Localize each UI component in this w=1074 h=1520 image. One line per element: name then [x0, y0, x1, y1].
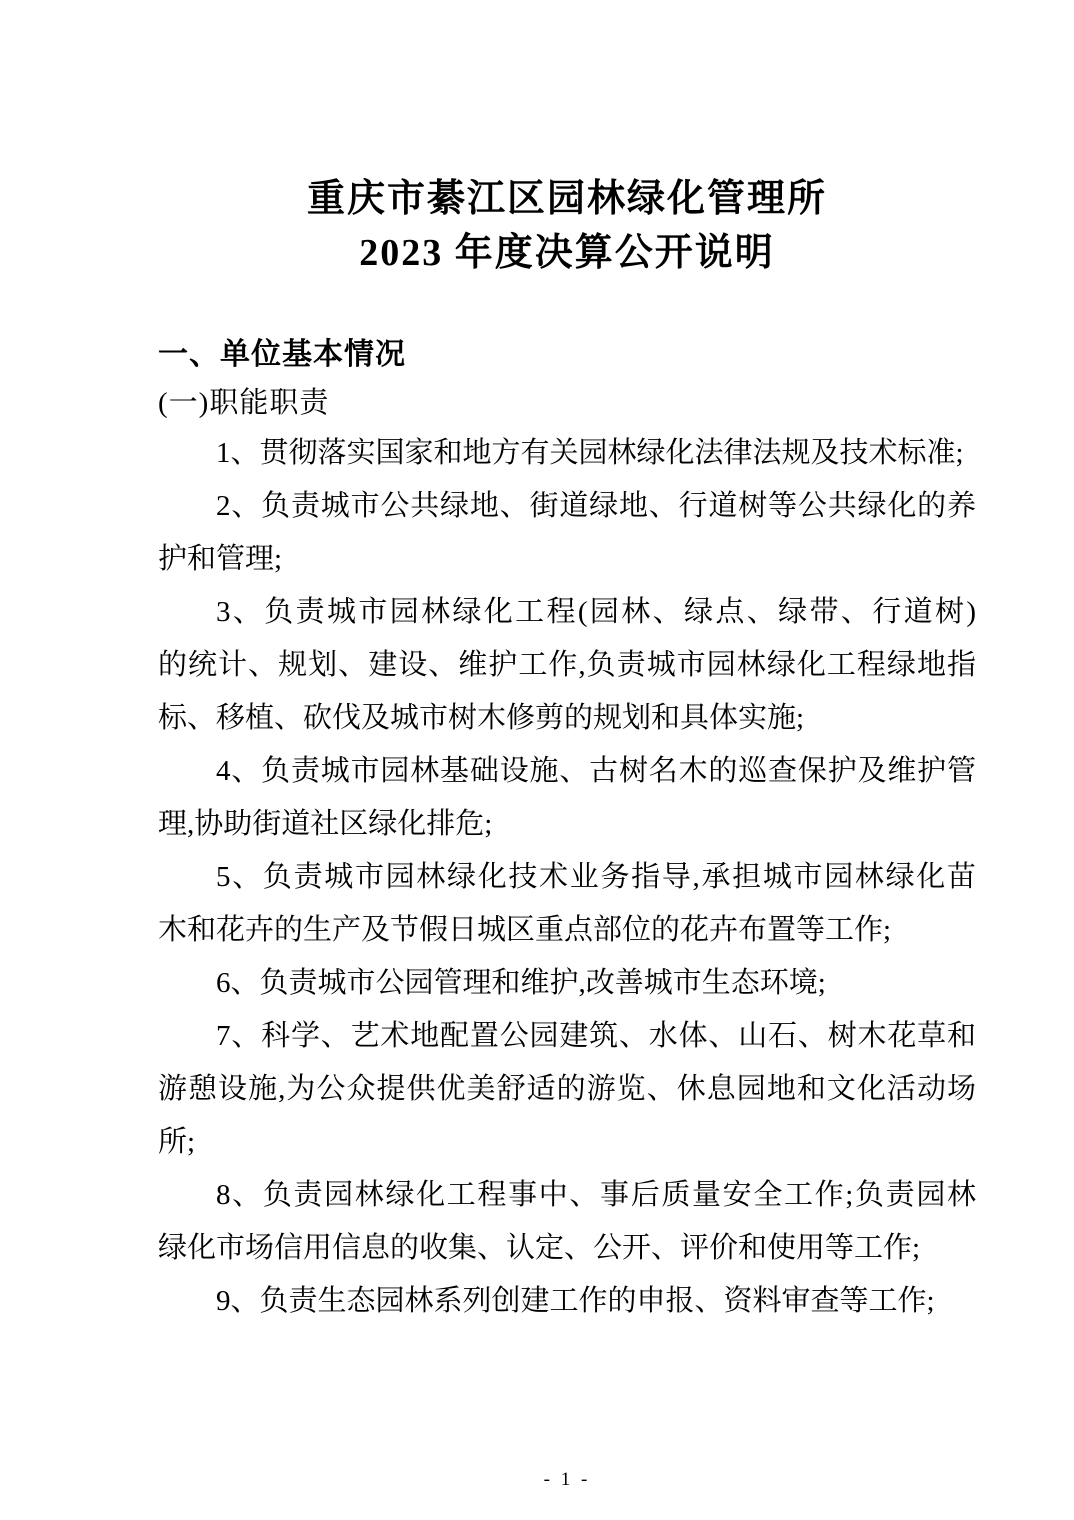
- paragraph-3: [158, 586, 976, 745]
- text-line: 2、负责城市公共绿地、街道绿地、行道树等公共绿化的养: [216, 490, 976, 522]
- document-title: [158, 172, 976, 280]
- section-heading-basic-info: 一、单位基本情况: [158, 338, 406, 371]
- text-line: 8、负责园林绿化工程事中、事后质量安全工作;负责园林: [216, 1179, 976, 1211]
- text-line: 4、负责城市园林基础设施、古树名木的巡查保护及维护管: [216, 755, 976, 787]
- text-line: 绿化市场信用信息的收集、认定、公开、评价和使用等工作;: [158, 1232, 921, 1264]
- paragraph-1: [158, 427, 976, 480]
- text-line: 9、负责生态园林系列创建工作的申报、资料审查等工作;: [216, 1285, 935, 1317]
- paragraph-2: [158, 480, 976, 586]
- page-number: - 1 -: [543, 1469, 591, 1490]
- text-line: 7、科学、艺术地配置公园建筑、水体、山石、树木花草和: [216, 1020, 976, 1052]
- text-line: 5、负责城市园林绿化技术业务指导,承担城市园林绿化苗: [216, 861, 976, 893]
- text-line: 3、负责城市园林绿化工程(园林、绿点、绿带、行道树): [216, 596, 976, 628]
- paragraph-5: [158, 851, 976, 957]
- text-line: 1、贯彻落实国家和地方有关园林绿化法律法规及技术标准;: [216, 437, 964, 469]
- text-line: 所;: [158, 1126, 196, 1158]
- paragraph-9: [158, 1275, 976, 1328]
- document-title-line-2: 2023 年度决算公开说明: [359, 232, 775, 274]
- text-line: 游憩设施,为公众提供优美舒适的游览、休息园地和文化活动场: [158, 1073, 976, 1105]
- body-text: [158, 427, 976, 1328]
- text-line: 6、负责城市公园管理和维护,改善城市生态环境;: [216, 967, 826, 999]
- subsection-heading-duties: (一)职能职责: [158, 387, 330, 419]
- paragraph-7: [158, 1010, 976, 1169]
- paragraph-8: [158, 1169, 976, 1275]
- text-line: 标、移植、砍伐及城市树木修剪的规划和具体实施;: [158, 702, 805, 734]
- text-line: 木和花卉的生产及节假日城区重点部位的花卉布置等工作;: [158, 914, 892, 946]
- document-title-line-1: 重庆市綦江区园林绿化管理所: [306, 178, 827, 220]
- text-line: 的统计、规划、建设、维护工作,负责城市园林绿化工程绿地指: [158, 649, 976, 681]
- text-line: 理,协助街道社区绿化排危;: [158, 808, 493, 840]
- text-line: 护和管理;: [158, 543, 283, 575]
- paragraph-6: [158, 957, 976, 1010]
- paragraph-4: [158, 745, 976, 851]
- document-content: [158, 0, 976, 1328]
